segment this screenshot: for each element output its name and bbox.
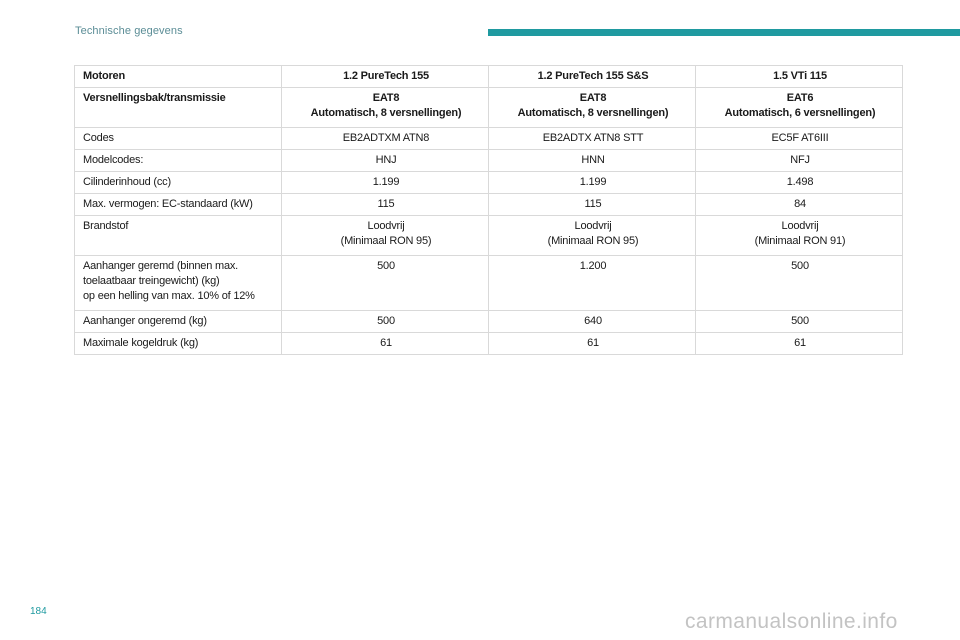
row-label-line: Motoren (83, 70, 125, 82)
row-label (75, 172, 282, 194)
row-label (75, 88, 282, 128)
table-cell (489, 172, 696, 194)
row-label (75, 194, 282, 216)
row-label-line: Aanhanger geremd (binnen max. (83, 260, 239, 272)
row-label-line: Maximale kogeldruk (kg) (83, 337, 199, 349)
table-cell (282, 150, 489, 172)
table-cell (489, 256, 696, 311)
table-row (75, 216, 903, 256)
cell-line: 84 (794, 198, 806, 210)
cell-line: 115 (377, 198, 395, 210)
cell-line: 61 (794, 337, 806, 349)
cell-line: EAT8 (372, 92, 400, 104)
row-label-line: Versnellingsbak/transmissie (83, 92, 226, 104)
cell-line: 500 (791, 260, 809, 272)
cell-line: 500 (377, 315, 395, 327)
table-cell (282, 194, 489, 216)
cell-line: (Minimaal RON 95) (340, 235, 432, 247)
table-cell (282, 333, 489, 355)
row-label (75, 128, 282, 150)
table-cell (696, 311, 903, 333)
cell-line: (Minimaal RON 95) (547, 235, 639, 247)
table-row (75, 128, 903, 150)
table-cell (489, 216, 696, 256)
table-cell (696, 216, 903, 256)
table-row (75, 333, 903, 355)
table-row (75, 256, 903, 311)
cell-line: 61 (587, 337, 599, 349)
row-label-line: Modelcodes: (83, 154, 144, 166)
table-cell (282, 128, 489, 150)
cell-line: EB2ADTX ATN8 STT (542, 132, 644, 144)
cell-line: EAT8 (579, 92, 607, 104)
row-label (75, 66, 282, 88)
row-label-line: Max. vermogen: EC-standaard (kW) (83, 198, 253, 210)
row-label-line: Cilinderinhoud (cc) (83, 176, 171, 188)
cell-line: Loodvrij (574, 220, 612, 232)
cell-line: 1.2 PureTech 155 S&S (537, 70, 649, 82)
table-row (75, 66, 903, 88)
specs-table (74, 65, 903, 355)
table-row (75, 150, 903, 172)
table-cell (696, 150, 903, 172)
cell-line: Loodvrij (367, 220, 405, 232)
cell-line: Automatisch, 6 versnellingen) (724, 107, 876, 119)
cell-line: Loodvrij (781, 220, 819, 232)
table-cell (696, 66, 903, 88)
table-cell (489, 194, 696, 216)
specs-table-body (75, 66, 903, 355)
table-cell (282, 66, 489, 88)
cell-line: 500 (791, 315, 809, 327)
cell-line: EC5F AT6III (771, 132, 829, 144)
table-cell (489, 88, 696, 128)
table-cell (696, 194, 903, 216)
table-cell (696, 333, 903, 355)
cell-line: 1.2 PureTech 155 (343, 70, 429, 82)
table-cell (696, 256, 903, 311)
row-label-line: op een helling van max. 10% of 12% (83, 290, 255, 302)
table-cell (489, 66, 696, 88)
table-row (75, 172, 903, 194)
row-label-line: toelaatbaar treingewicht) (kg) (83, 275, 220, 287)
watermark: carmanualsonline.info (685, 610, 898, 633)
cell-line: 640 (584, 315, 602, 327)
table-cell (282, 172, 489, 194)
table-row (75, 88, 903, 128)
table-cell (282, 216, 489, 256)
table-row (75, 311, 903, 333)
row-label (75, 256, 282, 311)
row-label (75, 216, 282, 256)
row-label (75, 311, 282, 333)
cell-line: 500 (377, 260, 395, 272)
page-number: 184 (30, 606, 47, 617)
table-cell (489, 128, 696, 150)
table-cell (489, 311, 696, 333)
cell-line: 1.199 (372, 176, 400, 188)
cell-line: 115 (584, 198, 602, 210)
row-label (75, 150, 282, 172)
table-cell (489, 150, 696, 172)
section-header: Technische gegevens (75, 25, 183, 37)
cell-line: HNJ (375, 154, 397, 166)
cell-line: 1.199 (579, 176, 607, 188)
cell-line: 1.200 (579, 260, 607, 272)
row-label-line: Brandstof (83, 220, 129, 232)
row-label (75, 333, 282, 355)
cell-line: EB2ADTXM ATN8 (342, 132, 430, 144)
cell-line: 1.498 (786, 176, 814, 188)
cell-line: NFJ (790, 154, 810, 166)
row-label-line: Codes (83, 132, 114, 144)
table-row (75, 194, 903, 216)
table-cell (282, 256, 489, 311)
header-accent-bar (488, 29, 960, 36)
row-label-line: Aanhanger ongeremd (kg) (83, 315, 207, 327)
table-cell (696, 128, 903, 150)
cell-line: Automatisch, 8 versnellingen) (310, 107, 462, 119)
cell-line: 1.5 VTi 115 (773, 70, 827, 82)
cell-line: HNN (581, 154, 605, 166)
table-cell (696, 172, 903, 194)
cell-line: EAT6 (786, 92, 814, 104)
cell-line: (Minimaal RON 91) (754, 235, 846, 247)
table-cell (489, 333, 696, 355)
table-cell (282, 88, 489, 128)
table-cell (696, 88, 903, 128)
cell-line: 61 (380, 337, 392, 349)
table-cell (282, 311, 489, 333)
cell-line: Automatisch, 8 versnellingen) (517, 107, 669, 119)
